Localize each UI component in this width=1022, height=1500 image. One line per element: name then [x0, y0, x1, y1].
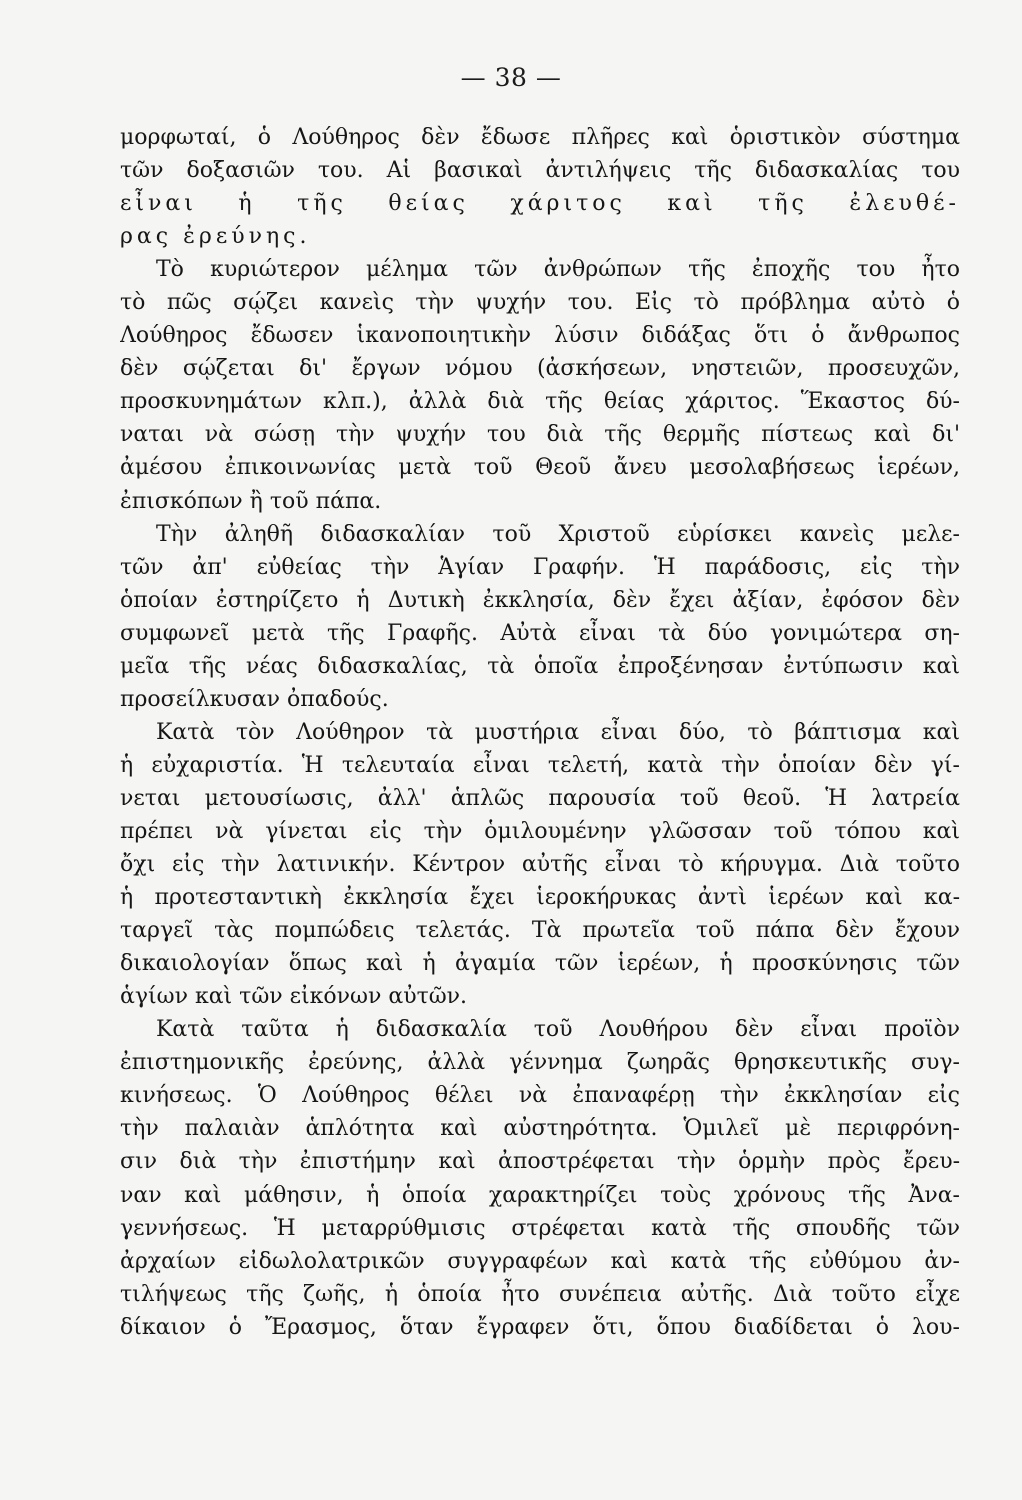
text-line: ταργεῖ τὰς πομπώδεις τελετάς. Τὰ πρωτεῖα τοῦ πάπα δὲν ἔχουν	[120, 918, 960, 944]
text-line: ἡ εὐχαριστία. Ἡ τελευταία εἶναι τελετή, κατὰ τὴν ὁποίαν δὲν γί-	[120, 752, 960, 778]
text-line: σιν διὰ τὴν ἐπιστήμην καὶ ἀποστρέφεται τὴν ὁρμὴν πρὸς ἔρευ-	[120, 1149, 960, 1175]
text-line: μεῖα τῆς νέας διδασκαλίας, τὰ ὁποῖα ἐπροξένησαν ἐντύπωσιν καὶ	[120, 653, 960, 679]
text-line: δίκαιον ὁ Ἔρασμος, ὅταν ἔγραφεν ὅτι, ὅπου διαδίδεται ὁ λου-	[120, 1314, 960, 1340]
text-line: τιλήψεως τῆς ζωῆς, ἡ ὁποία ἦτο συνέπεια αὐτῆς. Διὰ τοῦτο εἶχε	[120, 1281, 960, 1307]
text-line: τῶν δοξασιῶν του. Αἱ βασικαὶ ἀντιλήψεις τῆς διδασκαλίας του	[120, 158, 960, 184]
text-line-emphasis: ρας ἐρεύνης.	[120, 224, 311, 250]
text-line: νεται μετουσίωσις, ἀλλ' ἁπλῶς παρουσία τοῦ θεοῦ. Ἡ λατρεία	[120, 785, 960, 811]
text-line: δὲν σῴζεται δι' ἔργων νόμου (ἀσκήσεων, νηστειῶν, προσευχῶν,	[120, 356, 960, 382]
paragraph-start-line: Τὴν ἀληθῆ διδασκαλίαν τοῦ Χριστοῦ εὑρίσκει κανεὶς μελε-	[156, 521, 960, 547]
paragraph-end-line: ἁγίων καὶ τῶν εἰκόνων αὐτῶν.	[120, 984, 468, 1010]
text-line: μορφωταί, ὁ Λούθηρος δὲν ἔδωσε πλῆρες καὶ ὁριστικὸν σύστημα	[120, 125, 960, 150]
text-line: Λούθηρος ἔδωσεν ἱκανοποιητικὴν λύσιν διδάξας ὅτι ὁ ἄνθρωπος	[120, 323, 960, 349]
text-line: ἀμέσου ἐπικοινωνίας μετὰ τοῦ Θεοῦ ἄνευ μεσολαβήσεως ἱερέων,	[120, 455, 960, 481]
paragraph-end-line: προσείλκυσαν ὀπαδούς.	[120, 686, 389, 712]
text-line: πρέπει νὰ γίνεται εἰς τὴν ὁμιλουμένην γλῶσσαν τοῦ τόπου καὶ	[120, 818, 960, 844]
body-text	[120, 121, 960, 1344]
paragraph-start-line: Τὸ κυριώτερον μέλημα τῶν ἀνθρώπων τῆς ἐποχῆς του ἦτο	[156, 257, 960, 283]
paragraph-end-line: ἐπισκόπων ἢ τοῦ πάπα.	[120, 488, 382, 514]
page-number: — 38 —	[460, 63, 562, 92]
text-line: ἐπιστημονικῆς ἐρεύνης, ἀλλὰ γέννημα ζωηρᾶς θρησκευτικῆς συγ-	[120, 1050, 960, 1076]
text-line: δικαιολογίαν ὅπως καὶ ἡ ἀγαμία τῶν ἱερέων, ἡ προσκύνησις τῶν	[120, 951, 960, 977]
text-line: ἀρχαίων εἰδωλολατρικῶν συγγραφέων καὶ κατὰ τῆς εὐθύμου ἀν-	[120, 1248, 960, 1274]
text-line: ναται νὰ σώσῃ τὴν ψυχήν του διὰ τῆς θερμῆς πίστεως καὶ δι'	[120, 422, 960, 448]
text-line: τῶν ἀπ' εὐθείας τὴν Ἁγίαν Γραφήν. Ἡ παράδοσις, εἰς τὴν	[120, 554, 960, 580]
text-line: τὴν παλαιὰν ἁπλότητα καὶ αὐστηρότητα. Ὁμιλεῖ μὲ περιφρόνη-	[120, 1116, 960, 1142]
text-line: συμφωνεῖ μετὰ τῆς Γραφῆς. Αὐτὰ εἶναι τὰ δύο γονιμώτερα ση-	[120, 620, 960, 646]
text-line: ὁποίαν ἐστηρίζετο ἡ Δυτικὴ ἐκκλησία, δὲν ἔχει ἀξίαν, ἐφόσον δὲν	[120, 587, 960, 613]
text-line: ἡ προτεσταντικὴ ἐκκλησία ἔχει ἱεροκήρυκας ἀντὶ ἱερέων καὶ κα-	[120, 885, 960, 911]
text-line: ναν καὶ μάθησιν, ἡ ὁποία χαρακτηρίζει τοὺς χρόνους τῆς Ἀνα-	[120, 1182, 960, 1208]
text-line: προσκυνημάτων κλπ.), ἀλλὰ διὰ τῆς θείας χάριτος. Ἕκαστος δύ-	[120, 389, 960, 415]
text-line: ὄχι εἰς τὴν λατινικήν. Κέντρον αὐτῆς εἶναι τὸ κήρυγμα. Διὰ τοῦτο	[120, 852, 960, 878]
paragraph-start-line: Κατὰ τὸν Λούθηρον τὰ μυστήρια εἶναι δύο, τὸ βάπτισμα καὶ	[156, 719, 960, 745]
text-line: κινήσεως. Ὁ Λούθηρος θέλει νὰ ἐπαναφέρῃ τὴν ἐκκλησίαν εἰς	[120, 1083, 960, 1109]
paragraph-start-line: Κατὰ ταῦτα ἡ διδασκαλία τοῦ Λουθήρου δὲν εἶναι προϊὸν	[156, 1017, 960, 1043]
text-line: τὸ πῶς σῴζει κανεὶς τὴν ψυχήν του. Εἰς τὸ πρόβλημα αὐτὸ ὁ	[120, 290, 960, 316]
text-line: γεννήσεως. Ἡ μεταρρύθμισις στρέφεται κατὰ τῆς σπουδῆς τῶν	[120, 1215, 960, 1241]
text-line-emphasis: εἶναι ἡ τῆς θείας χάριτος καὶ τῆς ἐλευθέ-	[120, 191, 960, 217]
